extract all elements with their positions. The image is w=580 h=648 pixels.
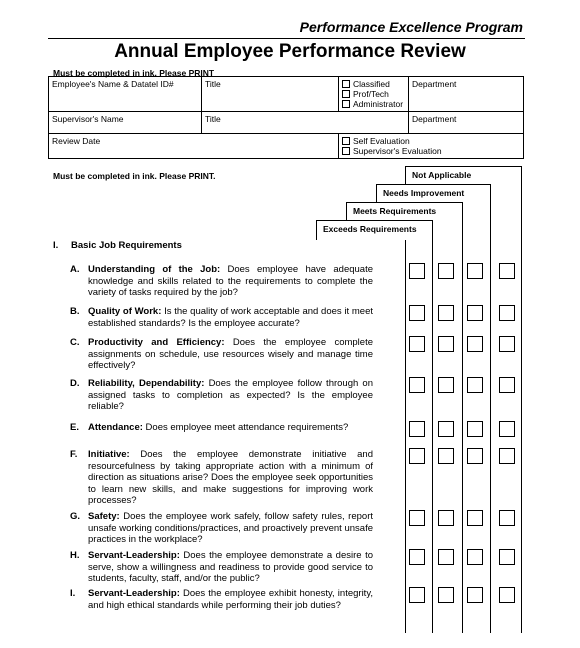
item-letter: G. — [70, 511, 81, 522]
rating-box-exceeds[interactable] — [409, 421, 425, 437]
item-heading: Initiative: — [88, 449, 130, 460]
item-letter: H. — [70, 550, 80, 561]
review-date-label: Review Date — [52, 136, 101, 146]
requirement-item — [70, 588, 373, 611]
rating-box-meets[interactable] — [438, 549, 454, 565]
item-text: Does the employee follow through on assigned tasks to completion as expected? Is the employee reliable? — [88, 378, 373, 412]
item-text: Does the employee demonstrate initiative and resourcefulness by taking appropriate action with a minimum of direction as situations arise? Does the employee seek opportunities to learn new skills, and make suggestions for improving work processes? — [88, 449, 373, 506]
section-title: Basic Job Requirements — [71, 240, 182, 251]
item-heading: Servant-Leadership: — [88, 588, 180, 599]
checkbox-icon[interactable] — [342, 137, 350, 145]
column-divider — [462, 220, 463, 633]
rating-box-needs-improvement[interactable] — [467, 421, 483, 437]
rating-box-not-applicable[interactable] — [499, 263, 515, 279]
item-body — [88, 511, 373, 546]
item-letter: I. — [70, 588, 76, 599]
supervisor-department-cell[interactable] — [409, 112, 524, 134]
item-letter: A. — [70, 264, 80, 275]
header-not-applicable: Not Applicable — [405, 166, 522, 184]
item-body — [88, 550, 373, 585]
item-body — [88, 588, 373, 611]
item-heading: Productivity and Efficiency: — [88, 337, 225, 348]
option-classified[interactable]: Classified — [342, 79, 405, 89]
rating-box-meets[interactable] — [438, 263, 454, 279]
checkbox-icon[interactable] — [342, 147, 350, 155]
department-label: Department — [412, 79, 457, 89]
rating-box-needs-improvement[interactable] — [467, 549, 483, 565]
item-body — [88, 449, 373, 507]
header-meets-requirements: Meets Requirements — [346, 202, 463, 220]
option-prof-tech[interactable]: Prof/Tech — [342, 89, 405, 99]
item-body — [88, 378, 373, 413]
item-heading: Understanding of the Job: — [88, 264, 221, 275]
program-name: Performance Excellence Program — [299, 19, 523, 35]
item-letter: F. — [70, 449, 78, 460]
page-title: Annual Employee Performance Review — [114, 41, 466, 62]
rating-box-not-applicable[interactable] — [499, 510, 515, 526]
rating-box-needs-improvement[interactable] — [467, 377, 483, 393]
requirement-item — [70, 511, 373, 546]
section-heading — [53, 240, 182, 251]
rating-box-needs-improvement[interactable] — [467, 305, 483, 321]
classification-cell — [339, 77, 409, 112]
rating-box-meets[interactable] — [438, 305, 454, 321]
item-text: Does the employee demonstrate a desire to serve, show a willingness and readiness to provide good service to students, faculty, staff, and/or the public? — [88, 550, 373, 584]
rating-box-meets[interactable] — [438, 377, 454, 393]
rating-box-meets[interactable] — [438, 510, 454, 526]
supervisor-title-cell[interactable] — [202, 112, 409, 134]
column-divider — [490, 202, 491, 633]
rating-box-not-applicable[interactable] — [499, 377, 515, 393]
item-letter: E. — [70, 422, 79, 433]
review-date-cell[interactable] — [49, 134, 339, 159]
item-heading: Safety: — [88, 511, 120, 522]
header-rule — [48, 38, 525, 39]
supervisor-name-cell[interactable] — [49, 112, 202, 134]
column-divider — [521, 184, 522, 633]
rating-box-not-applicable[interactable] — [499, 421, 515, 437]
rating-box-exceeds[interactable] — [409, 336, 425, 352]
employee-title-cell[interactable] — [202, 77, 339, 112]
item-body — [88, 306, 373, 329]
rating-box-exceeds[interactable] — [409, 448, 425, 464]
requirement-item — [70, 337, 373, 372]
requirement-item — [70, 264, 373, 299]
rating-box-exceeds[interactable] — [409, 305, 425, 321]
header-needs-improvement: Needs Improvement — [376, 184, 491, 202]
rating-box-not-applicable[interactable] — [499, 549, 515, 565]
item-text: Does employee meet attendance requirements? — [142, 422, 349, 433]
requirement-item — [70, 550, 373, 585]
rating-box-needs-improvement[interactable] — [467, 448, 483, 464]
column-divider — [432, 240, 433, 633]
rating-box-not-applicable[interactable] — [499, 305, 515, 321]
checkbox-icon[interactable] — [342, 90, 350, 98]
option-self-evaluation[interactable]: Self Evaluation — [342, 136, 520, 146]
employee-info-table — [48, 76, 524, 159]
employee-name-label: Employee's Name & Datatel ID# — [52, 79, 174, 89]
requirement-item — [70, 449, 373, 507]
supervisor-name-label: Supervisor's Name — [52, 114, 124, 124]
rating-box-exceeds[interactable] — [409, 549, 425, 565]
ink-note-middle: Must be completed in ink. Please PRINT. — [53, 171, 216, 181]
rating-box-not-applicable[interactable] — [499, 587, 515, 603]
header-exceeds-requirements: Exceeds Requirements — [316, 220, 433, 240]
item-heading: Reliability, Dependability: — [88, 378, 205, 389]
option-administrator[interactable]: Administrator — [342, 99, 405, 109]
employee-name-cell[interactable] — [49, 77, 202, 112]
rating-box-meets[interactable] — [438, 448, 454, 464]
rating-box-needs-improvement[interactable] — [467, 587, 483, 603]
item-text: Does the employee work safely, follow safety rules, report unsafe working conditions/practices, and proactively prevent unsafe practices in the workplace? — [88, 511, 373, 545]
item-body — [88, 422, 373, 434]
section-number: I. — [53, 240, 59, 251]
item-text: Is the quality of work acceptable and does it meet established standards? Is the employee accurate? — [88, 306, 373, 329]
requirement-item — [70, 378, 373, 413]
rating-box-exceeds[interactable] — [409, 263, 425, 279]
rating-box-needs-improvement[interactable] — [467, 263, 483, 279]
item-letter: C. — [70, 337, 80, 348]
item-text: Does the employee complete assignments on schedule, use resources wisely and manage time effectively? — [88, 337, 373, 371]
rating-box-needs-improvement[interactable] — [467, 336, 483, 352]
rating-box-meets[interactable] — [438, 336, 454, 352]
employee-title-label: Title — [205, 79, 221, 89]
item-heading: Quality of Work: — [88, 306, 162, 317]
item-letter: D. — [70, 378, 80, 389]
rating-box-exceeds[interactable] — [409, 587, 425, 603]
supervisor-title-label: Title — [205, 114, 221, 124]
evaluation-type-cell — [339, 134, 524, 159]
item-heading: Servant-Leadership: — [88, 550, 180, 561]
requirement-item — [70, 306, 373, 329]
supervisor-department-label: Department — [412, 114, 457, 124]
item-body — [88, 337, 373, 372]
department-cell[interactable] — [409, 77, 524, 112]
item-body — [88, 264, 373, 299]
rating-box-exceeds[interactable] — [409, 377, 425, 393]
rating-box-not-applicable[interactable] — [499, 336, 515, 352]
requirement-item — [70, 422, 373, 434]
item-letter: B. — [70, 306, 80, 317]
item-text: Does the employee exhibit honesty, integrity, and high ethical standards while performing their job duties? — [88, 588, 373, 611]
rating-box-meets[interactable] — [438, 587, 454, 603]
option-supervisor-evaluation[interactable]: Supervisor's Evaluation — [342, 146, 520, 156]
checkbox-icon[interactable] — [342, 100, 350, 108]
ink-note-top: Must be completed in ink. Please PRINT — [53, 68, 215, 78]
checkbox-icon[interactable] — [342, 80, 350, 88]
column-divider — [405, 240, 406, 633]
item-heading: Attendance: — [88, 422, 143, 433]
rating-box-needs-improvement[interactable] — [467, 510, 483, 526]
rating-box-not-applicable[interactable] — [499, 448, 515, 464]
item-text: Does employee have adequate knowledge and skills related to the requirements to complete the variety of tasks required by the job? — [88, 264, 373, 298]
rating-box-exceeds[interactable] — [409, 510, 425, 526]
rating-box-meets[interactable] — [438, 421, 454, 437]
